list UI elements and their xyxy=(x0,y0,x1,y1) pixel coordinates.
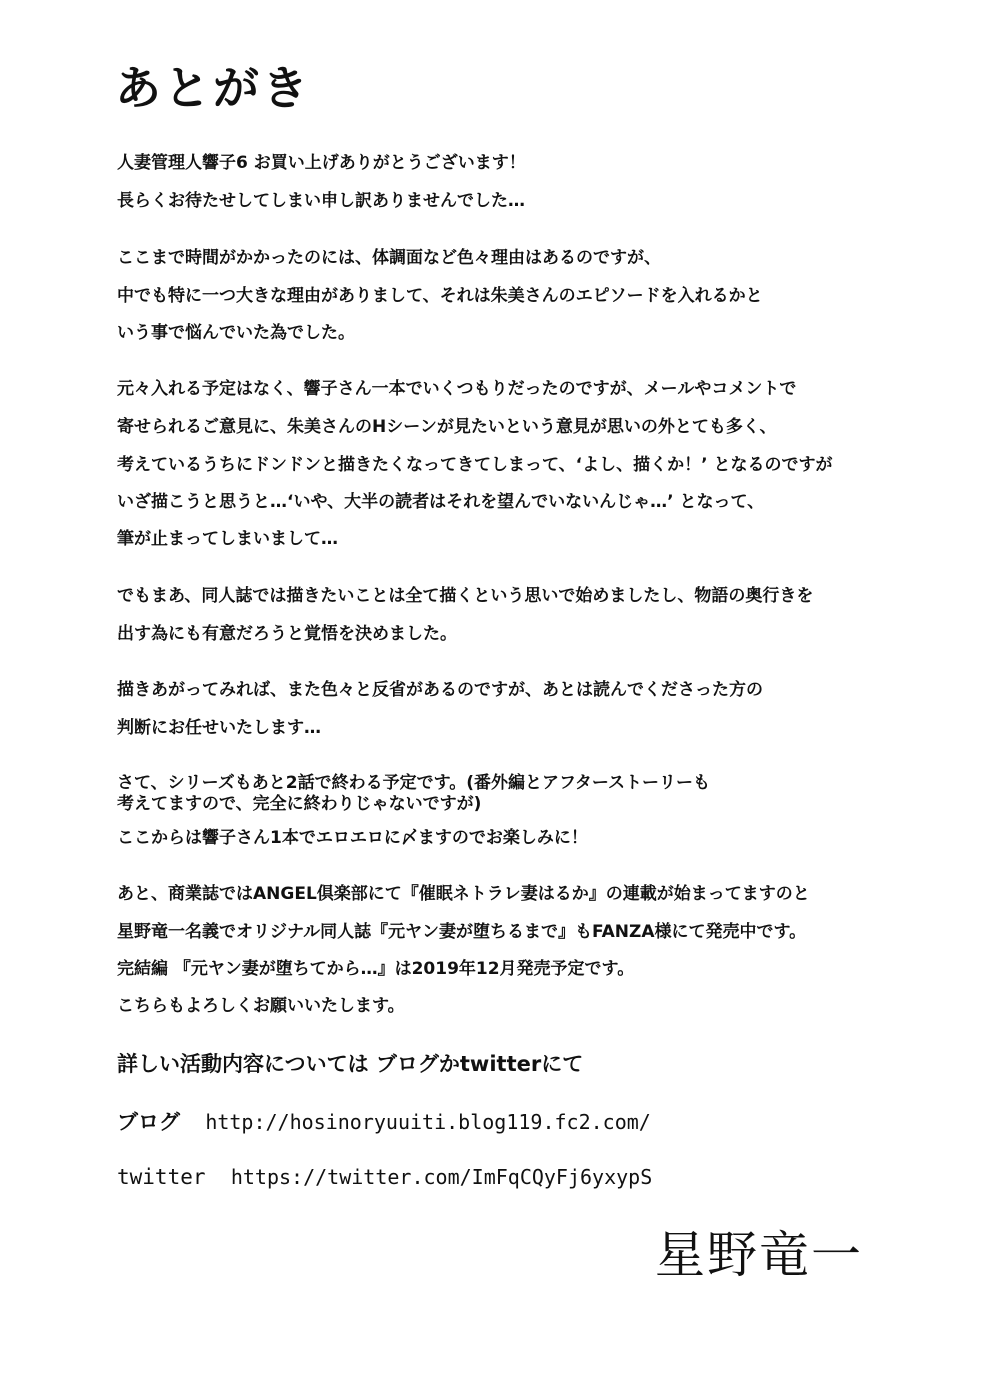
text-line: 星野竜一名義でオリジナル同人誌『元ヤン妻が堕ちるまで』もFANZA様にて発売中です。 xyxy=(117,922,807,942)
text-line: 完結編 『元ヤン妻が堕ちてから…』は2019年12月発売予定です。 xyxy=(117,959,635,979)
text-line: 元々入れる予定はなく、響子さん一本でいくつもりだったのですが、メールやコメントで xyxy=(117,379,797,399)
blog-link[interactable]: http://hosinoryuuiti.blog119.fc2.com/ xyxy=(205,1110,651,1134)
text-line: こちらもよろしくお願いいたします。 xyxy=(117,996,405,1016)
text-line: 考えてますので、完全に終わりじゃないですが) xyxy=(117,794,482,814)
text-line: あと、商業誌ではANGEL倶楽部にて『催眠ネトラレ妻はるか』の連載が始まってますのと xyxy=(117,884,810,904)
text-line: 出す為にも有意だろうと覚悟を決めました。 xyxy=(117,624,457,644)
links-intro: 詳しい活動内容については ブログかtwitterにて xyxy=(117,1052,584,1076)
text-line: ここからは響子さん1本でエロエロに〆ますのでお楽しみに！ xyxy=(117,828,588,848)
text-line: 筆が止まってしまいまして… xyxy=(117,529,338,549)
text-line: 寄せられるご意見に、朱美さんのHシーンが見たいという意見が思いの外とても多く、 xyxy=(117,417,777,437)
text-line: 描きあがってみれば、また色々と反省があるのですが、あとは読んでくださった方の xyxy=(117,680,763,700)
page-title: あとがき xyxy=(115,61,311,115)
blog-label: ブログ xyxy=(117,1110,180,1134)
text-line: ここまで時間がかかったのには、体調面など色々理由はあるのですが、 xyxy=(117,248,661,268)
blog-row xyxy=(117,1108,651,1136)
author-signature: 星野竜一 xyxy=(655,1226,863,1284)
text-line: 判断にお任せいたします… xyxy=(117,718,321,738)
twitter-row xyxy=(117,1163,652,1191)
text-line: 長らくお待たせしてしまい申し訳ありませんでした… xyxy=(117,191,525,211)
text-line: 中でも特に一つ大きな理由がありまして、それは朱美さんのエピソードを入れるかと xyxy=(117,286,763,306)
text-line: 人妻管理人響子6 お買い上げありがとうございます！ xyxy=(117,153,526,173)
text-line: でもまあ、同人誌では描きたいことは全て描くという思いで始めましたし、物語の奥行きを xyxy=(117,586,814,606)
text-line: さて、シリーズもあと2話で終わる予定です。(番外編とアフターストーリーも xyxy=(117,773,711,793)
twitter-label: twitter xyxy=(117,1165,206,1189)
text-line: 考えているうちにドンドンと描きたくなってきてしまって、‘よし、描くか！’ となるのですが xyxy=(117,455,833,475)
text-line: いう事で悩んでいた為でした。 xyxy=(117,323,355,343)
twitter-link[interactable]: https://twitter.com/ImFqCQyFj6yxypS xyxy=(230,1165,653,1189)
text-line: いざ描こうと思うと…‘いや、大半の読者はそれを望んでいないんじゃ…’ となって、 xyxy=(117,492,765,512)
